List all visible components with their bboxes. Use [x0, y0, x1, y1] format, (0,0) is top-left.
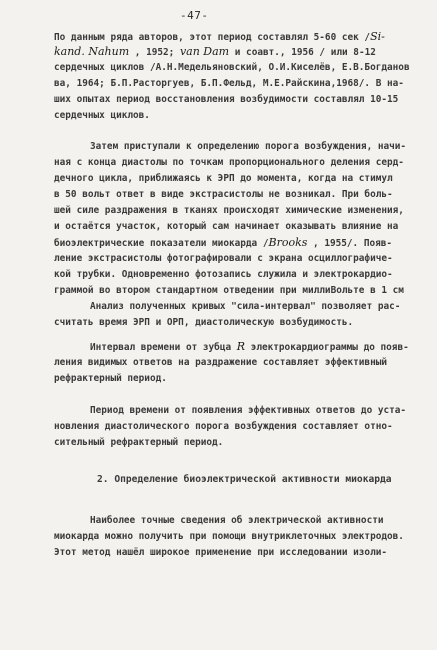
text-line: считать время ЭРП и ОРП, диастолическую возбудимость. [54, 317, 354, 328]
text-line: сительный рефрактерный период. [54, 437, 224, 448]
text-line: в 50 вольт ответ в виде экстрасистолы не возникал. При боль- [54, 189, 393, 200]
text-line [54, 237, 414, 250]
text-segment: , 1955/. Появ- [307, 238, 393, 249]
text-line: и остаётся участок, который сам начинает оказывать влияние на [54, 221, 399, 232]
text-line: Затем приступали к определению порога возбуждения, начи- [90, 141, 407, 152]
text-line: Анализ полученных кривых "сила-интервал" позволяет рас- [90, 301, 401, 312]
text-line: сердечных циклов /А.Н.Медельяновский, О.И.Киселёв, Е.В.Богданов [54, 62, 410, 73]
text-line: граммой во втором стандартном отведении при миллиВольте в 1 см [54, 285, 404, 296]
section-heading: 2. Определение биоэлектрической активности миокарда [97, 474, 392, 485]
text-line: дечного цикла, приближаясь к ЭРП до момента, когда на стимул [54, 173, 393, 184]
handwritten-insert: R [236, 341, 246, 353]
text-segment: электрокардиограммы до появ- [245, 342, 409, 353]
page-number: -47- [180, 9, 209, 22]
text-line: кой трубки. Одновременно фотозапись служила и электрокардио- [54, 269, 393, 280]
text-segment: По данным ряда авторов, этот период составлял 5-60 сек / [54, 32, 371, 43]
text-line [54, 46, 414, 59]
text-line [54, 31, 414, 44]
text-segment: Интервал времени от зубца [90, 342, 237, 353]
text-line: Этот метод нашёл широкое применение при исследовании изоли- [54, 547, 388, 558]
handwritten-insert: Brooks [268, 237, 308, 249]
text-line: рефрактерный период. [54, 373, 167, 384]
text-segment: и соавт., 1956 / или 8-12 [229, 47, 376, 58]
text-segment: , 1952; [129, 47, 180, 58]
text-line: ления видимых ответов на раздражение составляет эффективный [54, 357, 388, 368]
text-line: миокарда можно получить при помощи внутриклеточных электродов. [54, 531, 404, 542]
text-line: ление экстрасистолы фотографировали с экрана осциллографиче- [54, 253, 393, 264]
text-line: Наиболее точные сведения об электрической активности [90, 515, 384, 526]
text-line: шей силе раздражения в тканях происходят химические изменения, [54, 205, 404, 216]
text-line: ва, 1964; Б.П.Расторгуев, Б.П.Фельд, М.Е.Райскина,1968/. В на- [54, 78, 404, 89]
handwritten-insert: Si- [370, 31, 385, 43]
handwritten-insert: van Dam [179, 46, 230, 58]
text-line: новления диастолического порога возбуждения составляет отно- [54, 421, 393, 432]
text-line: Период времени от появления эффективных ответов до уста- [90, 405, 407, 416]
text-line: ная с конца диастолы по точкам пропорционального деления серд- [54, 157, 404, 168]
text-line: ших опытах период восстановления возбудимости составлял 10-15 [54, 94, 399, 105]
handwritten-insert: kand. Nahum [54, 46, 130, 58]
text-line [90, 341, 415, 354]
text-segment: биоэлектрические показатели миокарда / [54, 238, 269, 249]
text-line: сердечных циклов. [54, 110, 150, 121]
